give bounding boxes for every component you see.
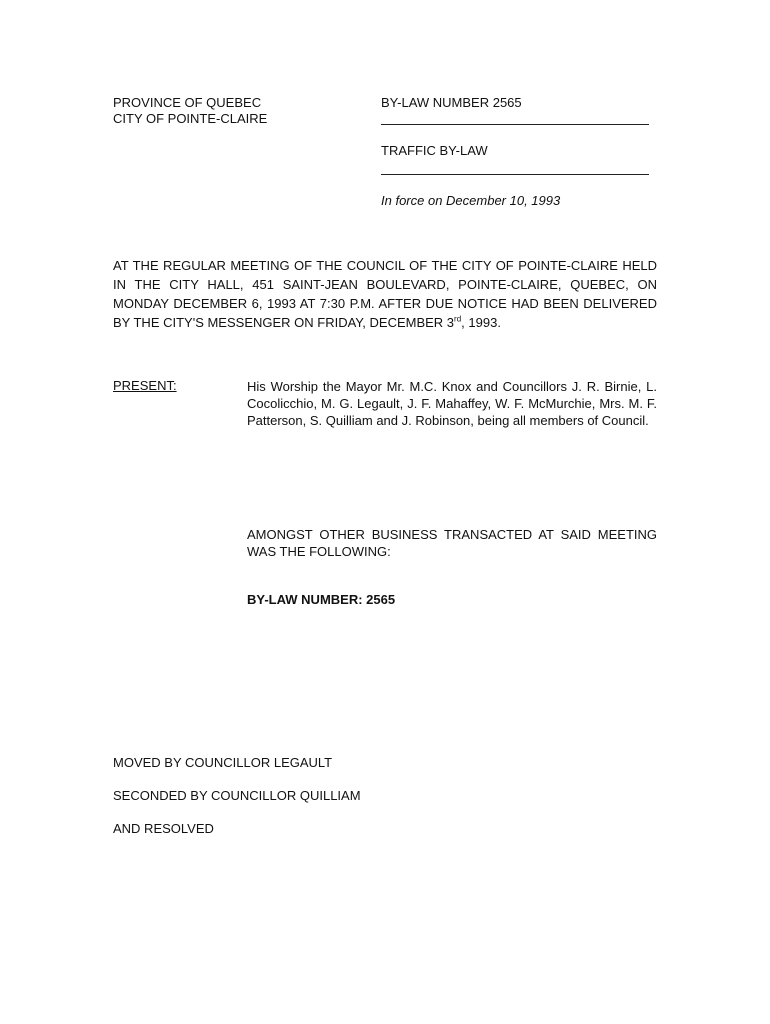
divider-line: [381, 124, 649, 125]
moved-line: MOVED BY COUNCILLOR LEGAULT: [113, 755, 333, 770]
business-text: AMONGST OTHER BUSINESS TRANSACTED AT SAID MEETING WAS THE FOLLOWING:: [247, 527, 657, 559]
present-label: PRESENT:: [113, 378, 177, 393]
meeting-paragraph: [113, 256, 657, 332]
meeting-text: AT THE REGULAR MEETING OF THE COUNCIL OF THE CITY OF POINTE-CLAIRE HELD IN THE CITY HALL, 451 SAINT-JEAN BOULEVARD, POINTE-CLAIRE, QUEBEC, ON MONDAY DECEMBER 6, 1993 AT 7:30 P.M. AFTER DUE NOTICE HAD BEEN DELIVERED BY THE CITY'S MESSENGER ON FRIDAY, DECEMBER 3: [113, 258, 657, 330]
seconded-line: SECONDED BY COUNCILLOR QUILLIAM: [113, 788, 361, 803]
bylaw-heading: BY-LAW NUMBER: 2565: [247, 592, 396, 607]
resolved-line: AND RESOLVED: [113, 821, 214, 836]
province-line: PROVINCE OF QUEBEC: [113, 95, 262, 110]
meeting-ordinal-suffix: rd: [454, 314, 462, 324]
bylaw-title-line: TRAFFIC BY-LAW: [381, 143, 488, 158]
meeting-text-end: , 1993.: [461, 315, 501, 330]
present-text: His Worship the Mayor Mr. M.C. Knox and Councillors J. R. Birnie, L. Cocolicchio, M. G. Legault, J. F. Mahaffey, W. F. McMurchie, Mrs. M. F. Patterson, S. Quilliam and J. Robinson, being all members of Council.: [247, 379, 657, 428]
header-left: [113, 95, 267, 127]
in-force-line: In force on December 10, 1993: [381, 193, 561, 208]
city-line: CITY OF POINTE-CLAIRE: [113, 111, 268, 126]
divider-line: [381, 174, 649, 175]
bylaw-number-line: BY-LAW NUMBER 2565: [381, 95, 522, 110]
